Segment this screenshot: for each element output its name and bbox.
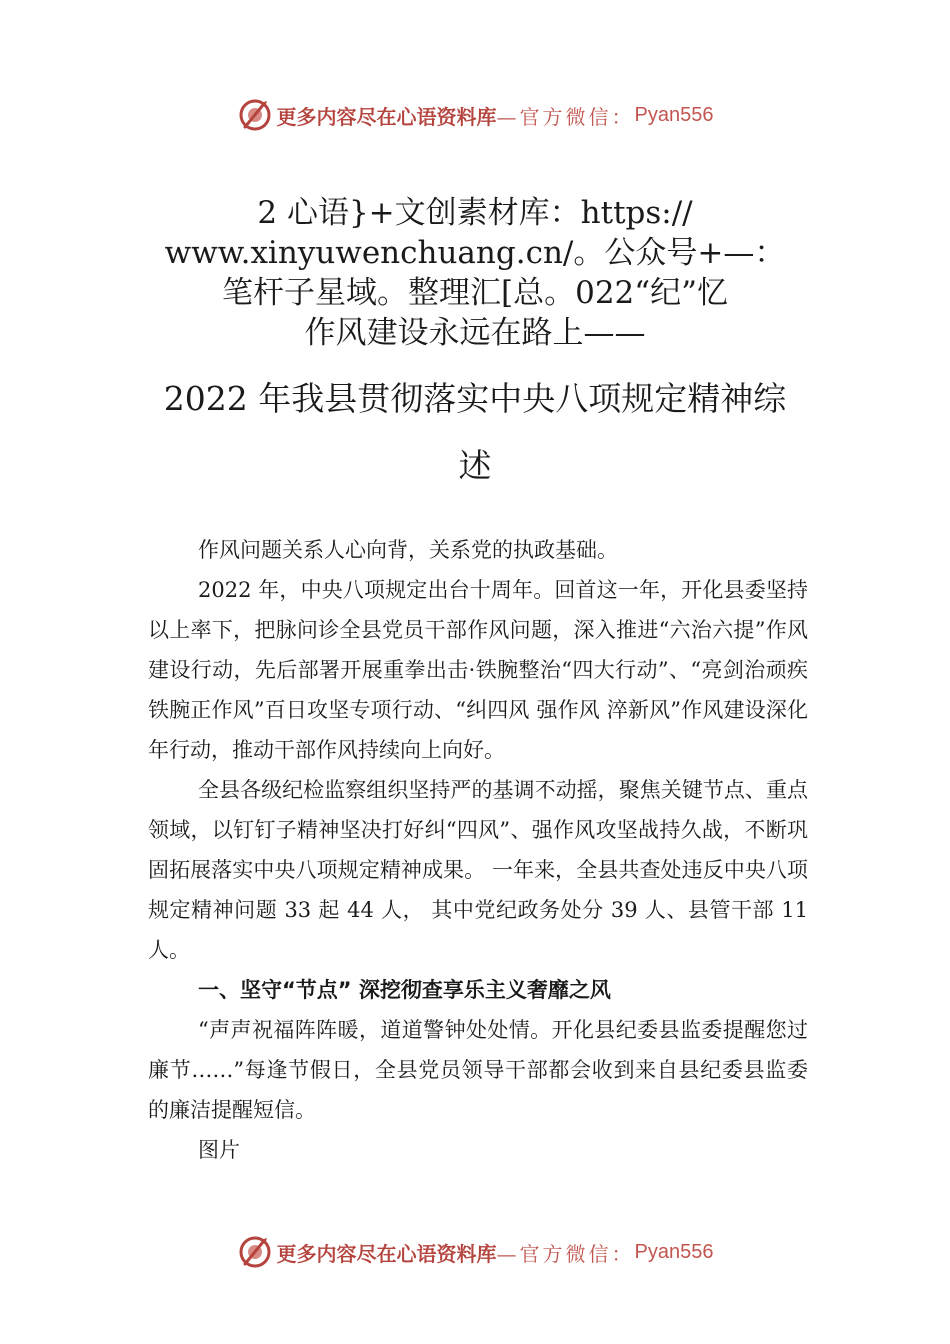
image-placeholder-label: 图片: [198, 1138, 240, 1162]
banner-text-main: 更多内容尽在心语资料库: [276, 104, 497, 129]
xinyu-logo-icon: [237, 97, 273, 133]
document-title-line-2: 述: [458, 446, 492, 485]
paragraph-statistics: 全县各级纪检监察组织坚持严的基调不动摇，聚焦关键节点、重点领域，以钉钉子精神坚决打好纠“四风”、强作风攻坚战持久战，不断巩固拓展落实中央八项规定精神成果。 一年来，全县共查处违反中央八项规定精神问题 33 起 44 人， 其中党纪政务处分 39 人、县管干部 11 人。: [148, 778, 808, 962]
banner-text-id: Pyan556: [634, 1240, 714, 1263]
bottom-watermark-banner: [0, 1232, 950, 1272]
document-title-line-1: 2022 年我县贯彻落实中央八项规定精神综: [163, 379, 787, 418]
banner-text-wechat: —官方微信：: [496, 104, 635, 129]
section-heading-1: 一、坚守“节点” 深挖彻查享乐主义奢靡之风: [198, 978, 611, 1002]
paragraph-2022-review: 2022 年，中央八项规定出台十周年。回首这一年，开化县委坚持以上率下，把脉问诊全县党员干部作风问题，深入推进“六治六提”作风建设行动，先后部署开展重拳出击·铁腕整治“四大行动”、“亮剑治顽疾 铁腕正作风”百日攻坚专项行动、“纠四风 强作风 淬新风”作风建设深化年行动，推动干部作风持续向上向好。: [148, 578, 808, 762]
paragraph-intro: 作风问题关系人心向背，关系党的执政基础。: [198, 538, 618, 562]
paragraph-holiday-reminder: “声声祝福阵阵暖，道道警钟处处情。开化县纪委县监委提醒您过廉节……”每逢节假日，全县党员领导干部都会收到来自县纪委县监委的廉洁提醒短信。: [148, 1018, 808, 1122]
banner-text-main: 更多内容尽在心语资料库: [276, 1241, 497, 1266]
top-watermark-banner: [0, 95, 950, 135]
banner-text-id: Pyan556: [634, 103, 714, 126]
document-body: [148, 530, 808, 1170]
header-line-4: 作风建设永远在路上——: [304, 315, 646, 351]
banner-text-wechat: —官方微信：: [496, 1241, 635, 1266]
header-line-1: 2 心语}+文创素材库：https://: [257, 195, 693, 231]
header-line-3: 笔杆子星域。整理汇[总。022“纪”忆: [222, 275, 728, 311]
header-line-2: www.xinyuwenchuang.cn/。公众号+—：: [164, 235, 786, 271]
xinyu-logo-icon: [237, 1234, 273, 1270]
